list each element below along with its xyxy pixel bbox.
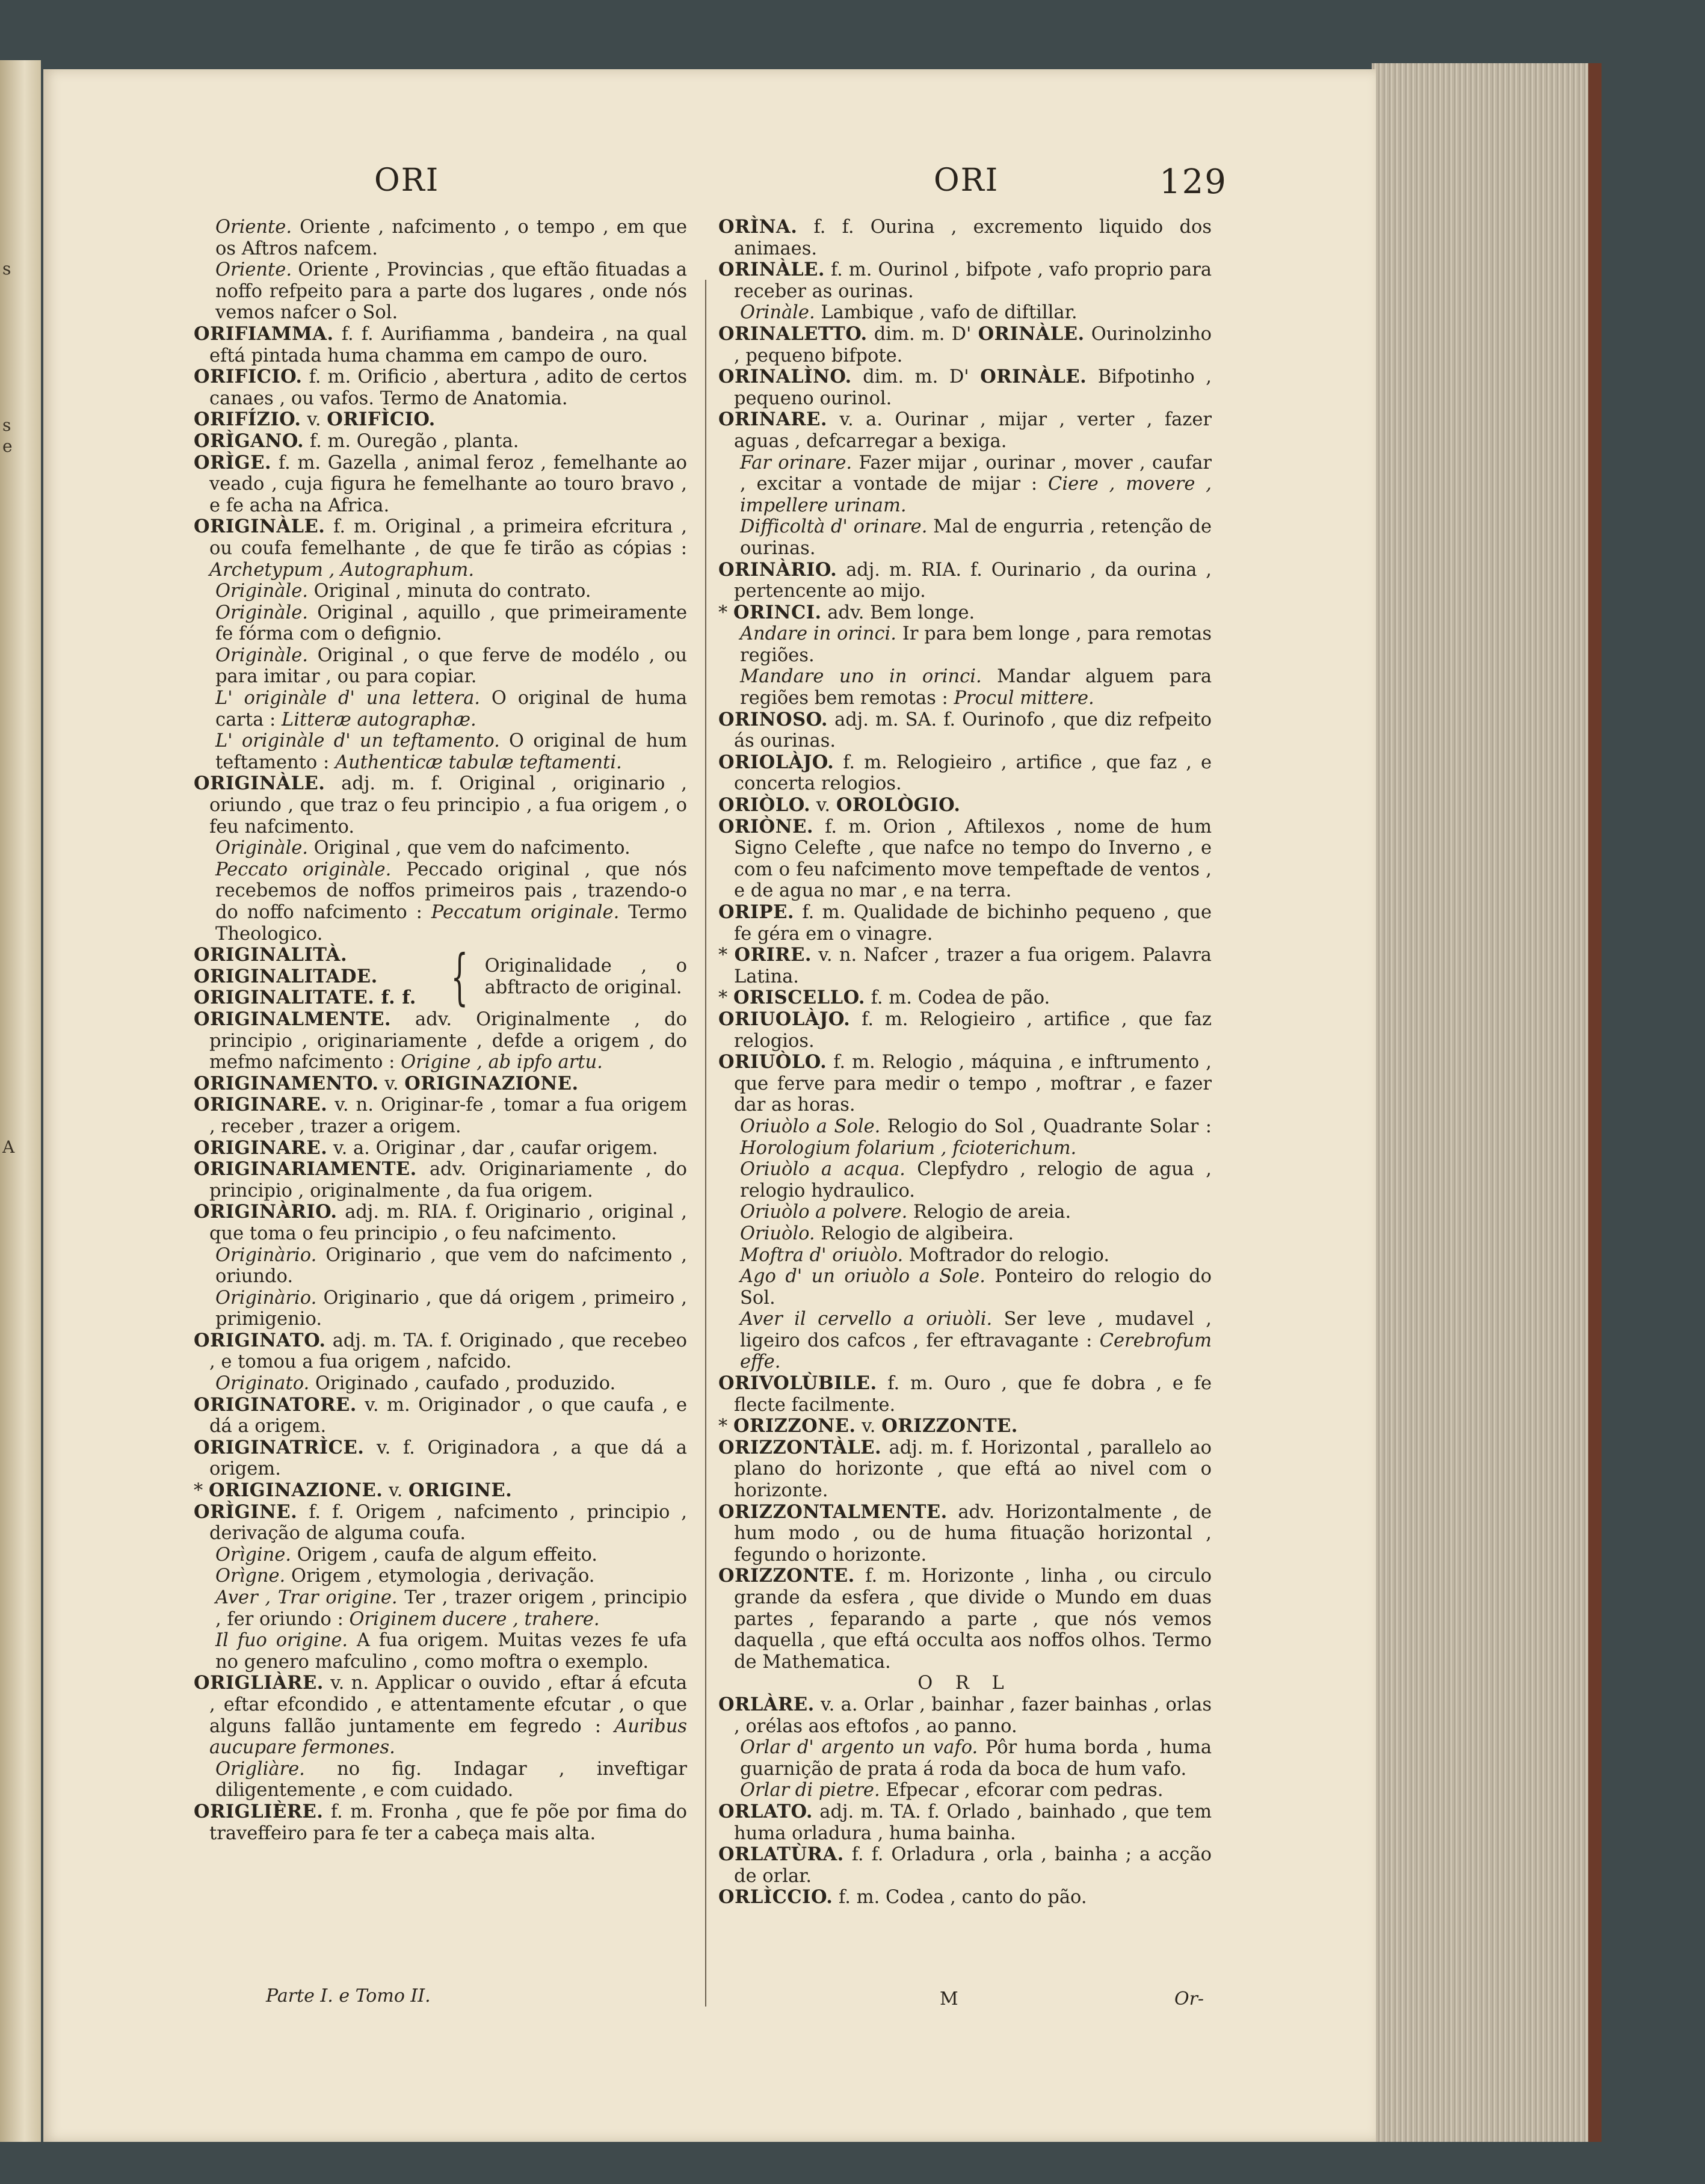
dictionary-entry: [194, 1330, 687, 1373]
definition-text: adv. Originariamente , do principio , originalmente , da fua origem.: [209, 1159, 687, 1202]
headword: ORIGINALMENTE.: [194, 1008, 391, 1030]
italic-phrase: Originem ducere , trahere.: [349, 1608, 600, 1630]
definition-text: Original , que vem do nafcimento.: [307, 838, 631, 859]
definition-text: Ponteiro do relogio do Sol.: [740, 1266, 1212, 1309]
definition-text: Termo Theologico.: [215, 902, 687, 945]
definition-text: Relogio do Sol , Quadrante Solar :: [880, 1115, 1212, 1137]
dictionary-entry: [718, 366, 1212, 409]
definition-text: f. m. Fronha , que fe põe por fima do traveffeiro para fe ter a cabeça mais alta.: [209, 1801, 687, 1844]
running-head-right: ORI: [934, 162, 999, 199]
definition-text: f. m. Ouro , que fe dobra , e fe flecte facilmente.: [734, 1373, 1212, 1416]
definition-text: f. m. Qualidade de bichinho pequeno , que fe géra em o vinagre.: [734, 902, 1212, 945]
italic-phrase: Originàle.: [215, 581, 308, 602]
headword: ORINCI.: [733, 601, 822, 623]
headword: ORIGLIÈRE.: [194, 1800, 324, 1822]
facing-page-fragment: e: [2, 436, 13, 456]
definition-text: v. f. Originadora , a que dá a origem.: [209, 1437, 687, 1480]
dictionary-entry: [194, 1073, 687, 1095]
headword: ORIFÌCIO.: [327, 409, 436, 431]
definition-text: v. n. Originar-fe , tomar a fua origem , receber , trazer a origem.: [209, 1094, 687, 1137]
headword: ORIFICIO.: [194, 366, 303, 388]
italic-phrase: Oriuòlo.: [740, 1223, 815, 1244]
definition-text: dim. m. D': [867, 323, 978, 345]
running-head-left: ORI: [374, 162, 440, 199]
facing-page-edge: [0, 60, 41, 2142]
headword: ORIGINALITÀ.: [194, 944, 348, 966]
definition-text: f. f. Ourina , excremento liquido dos animaes.: [734, 217, 1212, 259]
italic-phrase: Andare in orinci.: [740, 623, 896, 645]
dictionary-entry: [718, 1416, 1212, 1437]
headword: ORIGINATRÌCE.: [194, 1436, 365, 1458]
sub-entry: [718, 623, 1212, 666]
italic-phrase: Oriente.: [215, 217, 292, 238]
definition-text: Mandar alguem para regiões bem remotas :: [740, 666, 1212, 709]
definition-text: v. n. Applicar o ouvido , eftar á efcuta , eftar efcondido , e attentamente efcutar , o que alguns fallão juntamente em fegredo :: [209, 1673, 687, 1737]
definition-text: Efpecar , efcorar com pedras.: [880, 1780, 1164, 1801]
sub-entry: [194, 859, 687, 945]
definition-text: f. m. Relogieiro , artifice , que faz , e concerta relogios.: [734, 751, 1212, 795]
definition-text: v. m. Originador , o que caufa , e dá a origem.: [209, 1394, 687, 1437]
headword: ORINALÌNO.: [718, 366, 852, 388]
definition-text: O original de hum teftamento :: [215, 730, 687, 773]
definition-text: f. m. Ouregão , planta.: [304, 430, 519, 452]
definition-text: Relogio de algibeira.: [815, 1223, 1014, 1244]
dictionary-entry: [194, 366, 687, 409]
italic-phrase: Horologium folarium , fcioterichum.: [740, 1137, 1077, 1159]
italic-phrase: Far orinare.: [740, 452, 852, 474]
definition-text: Relogio de areia.: [907, 1202, 1071, 1223]
definition-text: v.: [301, 409, 327, 431]
sub-entry: [718, 516, 1212, 559]
definition-text: f. m. Orificio , abertura , adito de certos canaes , ou vafos. Termo de Anatomia.: [209, 366, 687, 409]
headword: ORÌGANO.: [194, 430, 304, 452]
dictionary-entry: [718, 1437, 1212, 1502]
definition-text: v. a. Originar , dar , caufar origem.: [327, 1137, 658, 1159]
italic-phrase: Il fuo origine.: [215, 1630, 348, 1652]
dictionary-entry: [718, 1887, 1212, 1908]
sub-entry: [194, 838, 687, 859]
headword: ORLÌCCIO.: [718, 1886, 833, 1908]
dictionary-entry: [718, 1373, 1212, 1416]
definition-text: f. f. Aurifiamma , bandeira , na qual eftá pintada huma chamma em campo de ouro.: [209, 323, 687, 366]
italic-phrase: Procul mittere.: [954, 688, 1094, 709]
definition-text: Pôr huma borda , huma guarnição de prata á roda da boca de hum vafo.: [740, 1737, 1212, 1780]
italic-phrase: Orìgne.: [215, 1566, 286, 1587]
headword: ORÌNA.: [718, 216, 798, 238]
definition-text: Bifpotinho , pequeno ourinol.: [734, 366, 1212, 409]
headword: ORIGINATORE.: [194, 1393, 357, 1416]
definition-text: *: [718, 945, 735, 966]
sub-entry: [718, 302, 1212, 324]
dictionary-entry: [718, 1502, 1212, 1566]
dictionary-entry: [194, 1009, 687, 1073]
definition-text: v. a. Orlar , bainhar , fazer bainhas , orlas , orélas aos eftofos , ao panno.: [734, 1694, 1212, 1737]
italic-phrase: L' originàle d' una lettera.: [215, 688, 480, 709]
italic-phrase: L' originàle d' un teftamento.: [215, 730, 500, 752]
definition-text: adv. Bem longe.: [821, 602, 975, 623]
sub-entry: [194, 730, 687, 773]
headword: ORINÀRIO.: [718, 558, 837, 581]
definition-text: Ser leve , mudavel , ligeiro dos cafcos , fer eftravagante :: [740, 1309, 1212, 1351]
headword: ORIZZONE.: [733, 1415, 856, 1437]
dictionary-entry: [718, 795, 1212, 816]
definition-text: f. f. Origem , nafcimento , principio , derivação de alguma coufa.: [209, 1501, 687, 1544]
dictionary-entry: [194, 1437, 687, 1480]
definition-text: f. m. Gazella , animal feroz , femelhante ao veado , cuja figura he femelhante ao touro bravo , e fe acha na Africa.: [209, 452, 687, 516]
headword: ORINARE.: [718, 409, 827, 431]
italic-phrase: Peccatum originale.: [431, 902, 620, 923]
definition-text: f. m. Codea de pão.: [865, 987, 1050, 1009]
italic-phrase: Aver il cervello a oriuòli.: [740, 1309, 993, 1330]
headword: ORIGLIÀRE.: [194, 1672, 324, 1694]
definition-text: f. m. Ourinol , bifpote , vafo proprio para receber as ourinas.: [734, 259, 1212, 302]
grouped-entry: [194, 941, 687, 1012]
definition-text: no fig. Indagar , inveftigar diligentemente , e com cuidado.: [215, 1758, 687, 1801]
italic-phrase: Origliàre.: [215, 1758, 305, 1780]
sub-entry: [718, 1309, 1212, 1373]
headword: ORINOSO.: [718, 708, 828, 730]
dictionary-entry: [194, 1159, 687, 1202]
italic-phrase: Archetypum , Autographum.: [209, 559, 475, 581]
definition-text: Original , minuta do contrato.: [307, 581, 591, 602]
dictionary-entry: [718, 560, 1212, 602]
sub-entry: [718, 666, 1212, 709]
dictionary-entry: [718, 259, 1212, 302]
headword: OROLÒGIO.: [836, 794, 961, 816]
dictionary-entry: [718, 602, 1212, 624]
headword: ORIUÒLO.: [718, 1051, 827, 1073]
italic-phrase: Originàle.: [215, 602, 308, 623]
italic-phrase: Oriuòlo a polvere.: [740, 1202, 908, 1223]
definition-text: Originado , caufado , produzido.: [309, 1373, 616, 1395]
book-page-block: [1372, 63, 1602, 2142]
italic-phrase: Oriuòlo a Sole.: [740, 1115, 881, 1137]
definition-text: f. m. Horizonte , linha , ou circulo grande da esfera , que divide o Mundo em duas partes , feparando a parte , que nós vemos daquella , que eftá occulta aos noffos olhos. Termo de Mathematica.: [734, 1566, 1212, 1673]
headword: ORIGINATO.: [194, 1329, 326, 1351]
sub-entry: [718, 1780, 1212, 1801]
italic-phrase: Orlar di pietre.: [740, 1780, 880, 1801]
definition-text: Moftrador do relogio.: [903, 1244, 1110, 1266]
italic-phrase: Aver , Trar origine.: [215, 1587, 398, 1608]
page-number: 129: [1159, 162, 1227, 202]
headword: ORIUOLÀJO.: [718, 1008, 851, 1030]
definition-text: Originario , que vem do nafcimento , oriundo.: [215, 1244, 687, 1288]
definition-text: adj. m. TA. f. Originado , que recebeo , e tomou a fua origem , nafcido.: [209, 1330, 687, 1373]
sub-entry: [194, 1245, 687, 1288]
dictionary-entry: [718, 816, 1212, 902]
italic-phrase: Orìgine.: [215, 1544, 292, 1566]
definition-text: *: [718, 1416, 733, 1437]
italic-phrase: Cerebrofum effe.: [740, 1330, 1212, 1373]
dictionary-entry: [194, 1502, 687, 1544]
dictionary-entry: [194, 1094, 687, 1137]
dictionary-entry: [194, 452, 687, 517]
definition-text: Peccado original , que nós recebemos de noffos primeiros pais , trazendo-o do noffo nafcimento :: [215, 859, 687, 923]
sub-entry: [194, 217, 687, 259]
headword: ORIÒLO.: [718, 794, 811, 816]
dictionary-entry: [718, 709, 1212, 752]
dictionary-entry: [718, 987, 1212, 1009]
headword: ORIFIAMMA.: [194, 322, 334, 345]
sub-entry: [718, 1737, 1212, 1780]
definition-text: Ir para bem longe , para remotas regiões.: [740, 623, 1212, 666]
definition-text: v. a. Ourinar , mijar , verter , fazer aguas , defcarregar a bexiga.: [734, 409, 1212, 452]
definition-text: v.: [810, 795, 836, 816]
dictionary-entry: [718, 1694, 1212, 1737]
headword: ORIZZONTE.: [718, 1565, 855, 1587]
definition-text: adv. Horizontalmente , de hum modo , ou de huma fituação horizontal , fegundo o horizonte.: [734, 1501, 1212, 1566]
dictionary-entry: [718, 752, 1212, 795]
definition-text: f. m. Codea , canto do pão.: [833, 1887, 1087, 1908]
italic-phrase: Originàrio.: [215, 1244, 317, 1266]
footer-signature-mark: M: [940, 1988, 958, 2010]
italic-phrase: Oriente.: [215, 259, 292, 281]
dictionary-entry: [718, 945, 1212, 987]
sub-entry: [718, 1202, 1212, 1223]
headword: ORISCELLO.: [733, 987, 865, 1009]
definition-text: adj. m. f. Horizontal , parallelo ao plano do horizonte , que eftá ao nivel com o horizonte.: [734, 1437, 1212, 1502]
dictionary-entry: [718, 1009, 1212, 1052]
definition-text: Ourinolzinho , pequeno bifpote.: [734, 323, 1212, 366]
dictionary-entry: [718, 217, 1212, 259]
sub-entry: [194, 259, 687, 324]
headword: ORIGINE.: [409, 1479, 513, 1502]
italic-phrase: Originàle.: [215, 644, 308, 666]
sub-entry: [194, 1630, 687, 1673]
facing-page-fragment: s: [2, 415, 11, 435]
footer-catchword: Or-: [1174, 1988, 1204, 2010]
dictionary-entry: [194, 1480, 687, 1502]
sub-entry: [718, 1116, 1212, 1159]
sub-entry: [718, 1159, 1212, 1202]
dictionary-entry: [194, 1801, 687, 1844]
headword: ORIGINÀRIO.: [194, 1201, 338, 1223]
headword: ORIZZONTALMENTE.: [718, 1501, 948, 1523]
italic-phrase: Origine , ab ipfo artu.: [401, 1052, 603, 1073]
italic-phrase: Originàrio.: [215, 1287, 317, 1309]
dictionary-entry: [718, 902, 1212, 945]
dictionary-entry: [194, 324, 687, 366]
headword: ORIGINAMENTO.: [194, 1072, 379, 1094]
dictionary-entry: [718, 1052, 1212, 1116]
sub-entry: [194, 1288, 687, 1330]
sub-entry: [718, 1245, 1212, 1266]
definition-text: v.: [383, 1480, 409, 1502]
brace-mark: {: [451, 941, 469, 1012]
headword: ORINÀLE.: [718, 259, 825, 281]
definition-text: Originario , que dá origem , primeiro , primigenio.: [215, 1287, 687, 1330]
left-column: [194, 217, 687, 1844]
sub-entry: [194, 1373, 687, 1395]
definition-text: adj. m. RIA. f. Ourinario , da ourina , pertencente ao mijo.: [734, 559, 1212, 602]
italic-phrase: Ciere , movere , impellere urinam.: [740, 474, 1212, 516]
dictionary-entry: [718, 1566, 1212, 1673]
definition-text: adj. m. TA. f. Orlado , bainhado , que tem huma orladura , huma bainha.: [734, 1801, 1212, 1844]
headword: ORIGINÀLE.: [194, 516, 325, 538]
italic-phrase: Auribus aucupare fermones.: [209, 1715, 687, 1759]
definition-text: Oriente , nafcimento , o tempo , em que os Aftros nafcem.: [215, 217, 687, 259]
headword: ORINÀLE.: [980, 366, 1087, 388]
headword: ORIGINAZIONE.: [404, 1072, 579, 1094]
headword: ORIGINARIAMENTE.: [194, 1158, 417, 1180]
headword: ORLATÙRA.: [718, 1843, 844, 1866]
dictionary-entry: [718, 1801, 1212, 1844]
headword: ORÌGINE.: [194, 1501, 298, 1523]
definition-text: v.: [856, 1416, 882, 1437]
italic-phrase: Orinàle.: [740, 302, 815, 324]
definition-text: *: [718, 602, 733, 623]
headword: ORIVOLÙBILE.: [718, 1372, 877, 1395]
definition-text: Ter , trazer origem , principio , fer oriundo :: [215, 1587, 687, 1630]
headword: ORLATO.: [718, 1800, 813, 1822]
definition-text: Origem , caufa de algum effeito.: [291, 1544, 597, 1566]
italic-phrase: Ago d' un oriuòlo a Sole.: [740, 1266, 985, 1288]
definition-text: Oriente , Provincias , que eftão fituadas a noffo refpeito para a parte dos lugares , onde nós vemos nafcer o Sol.: [215, 259, 687, 324]
headword: ORIGINARE.: [194, 1094, 328, 1116]
definition-text: f. f. Orladura , orla , bainha ; a acção de orlar.: [734, 1844, 1212, 1887]
definition-text: f. m. Relogieiro , artifice , que faz relogios.: [734, 1008, 1212, 1052]
sub-entry: [194, 688, 687, 730]
italic-phrase: Peccato originàle.: [215, 859, 392, 880]
definition-text: Originalidade , o abftracto de original.: [484, 955, 687, 998]
definition-text: adv. Originalmente , do principio , originariamente , defde a origem , do mefmo nafcimento :: [209, 1008, 687, 1073]
facing-page-fragment: s: [2, 259, 11, 279]
dictionary-entry: [194, 1202, 687, 1244]
headword: ORIGINÀLE.: [194, 773, 325, 795]
sub-entry: [194, 581, 687, 602]
headword: ORINALETTO.: [718, 322, 868, 345]
definition-text: f. m. Relogio , máquina , e inftrumento , que ferve para medir o tempo , moftrar , e fazer dar as horas.: [734, 1052, 1212, 1116]
italic-phrase: Orlar d' argento un vafo.: [740, 1737, 978, 1759]
dictionary-entry: [194, 1673, 687, 1758]
headword: ORIZZONTE.: [881, 1415, 1018, 1437]
facing-page-fragment: A: [2, 1137, 15, 1157]
headword: ORIGINALITADE.: [194, 965, 378, 987]
headword: ORIFÍZIO.: [194, 409, 301, 431]
definition-text: Clepfydro , relogio de agua , relogio hydraulico.: [740, 1159, 1212, 1202]
dictionary-entry: [194, 1138, 687, 1159]
sub-entry: [194, 645, 687, 688]
dictionary-entry: [718, 1844, 1212, 1887]
italic-phrase: Oriuòlo a acqua.: [740, 1159, 905, 1180]
italic-phrase: Originato.: [215, 1373, 310, 1395]
headword: ORIÒNE.: [718, 815, 813, 838]
headword: ORIGINAZIONE.: [208, 1479, 383, 1502]
definition-text: Fazer mijar , ourinar , mover , caufar , excitar a vontade de mijar :: [740, 452, 1212, 495]
definition-text: Mal de engurria , retenção de ourinas.: [740, 516, 1212, 559]
definition-text: *: [194, 1480, 209, 1502]
definition-text: Original , o que ferve de modélo , ou para imitar , ou para copiar.: [215, 644, 687, 688]
sub-entry: [194, 602, 687, 645]
sub-entry: [194, 1544, 687, 1566]
dictionary-entry: [194, 1395, 687, 1437]
italic-phrase: Originàle.: [215, 838, 308, 859]
headword: ORIGINARE.: [194, 1137, 328, 1159]
definition-text: Original , aquillo , que primeiramente fe fórma com o defignio.: [215, 602, 687, 645]
headword: ORIRE.: [734, 944, 812, 966]
headword: ORINÀLE.: [978, 322, 1085, 345]
dictionary-entry: [194, 773, 687, 838]
right-column: [718, 217, 1212, 1908]
section-letter-heading: O R L: [917, 1673, 1013, 1694]
definition-text: f. m. Original , a primeira efcritura , ou coufa femelhante , de que fe tirão as cópias :: [209, 516, 687, 559]
definition-text: O original de huma carta :: [215, 688, 688, 730]
definition-text: A fua origem. Muitas vezes fe ufa no genero mafculino , como moftra o exemplo.: [215, 1630, 687, 1673]
dictionary-entry: [194, 409, 687, 431]
italic-phrase: Moftra d' oriuòlo.: [740, 1244, 904, 1266]
headword: ORIOLÀJO.: [718, 751, 834, 773]
italic-phrase: Litteræ autographæ.: [281, 709, 476, 730]
definition-text: v. n. Nafcer , trazer a fua origem. Palavra Latina.: [734, 945, 1212, 987]
dictionary-page: [43, 69, 1376, 2142]
italic-phrase: Mandare uno in orinci.: [740, 666, 982, 688]
sub-entry: [718, 1223, 1212, 1245]
headword: ORIGINALITATE. f. f.: [194, 987, 416, 1009]
dictionary-entry: [194, 516, 687, 581]
headword: ORIZZONTÀLE.: [718, 1436, 882, 1458]
headword: ORLÀRE.: [718, 1693, 815, 1715]
definition-text: adj. m. f. Original , originario , oriundo , que traz o feu principio , a fua origem , o feu nafcimento.: [209, 773, 687, 838]
definition-text: Origem , etymologia , derivação.: [285, 1566, 595, 1587]
dictionary-entry: [194, 431, 687, 452]
dictionary-entry: [718, 409, 1212, 452]
footer-volume-note: Parte I. e Tomo II.: [266, 1985, 431, 2007]
headword: ORÌGE.: [194, 451, 272, 474]
sub-entry: [718, 452, 1212, 517]
sub-entry: [194, 1759, 687, 1801]
dictionary-entry: [718, 324, 1212, 366]
definition-text: adj. m. SA. f. Ourinofo , que diz refpeito ás ourinas.: [734, 709, 1212, 752]
definition-text: f. m. Orion , Aftilexos , nome de hum Signo Celefte , que nafce no tempo do Inverno , e com o feu nafcimento move tempeftade de ventos , e de agua no mar , e na terra.: [734, 816, 1212, 902]
definition-text: adj. m. RIA. f. Originario , original , que toma o feu principio , o feu nafcimento.: [209, 1202, 687, 1244]
definition-text: *: [718, 987, 733, 1009]
italic-phrase: Difficoltà d' orinare.: [740, 516, 928, 538]
headword: ORIPE.: [718, 901, 794, 923]
sub-entry: [194, 1587, 687, 1630]
definition-text: Lambique , vafo de diftillar.: [815, 302, 1078, 324]
sub-entry: [718, 1266, 1212, 1309]
definition-text: v.: [378, 1073, 405, 1094]
sub-entry: [194, 1566, 687, 1587]
column-divider: [705, 280, 706, 2007]
italic-phrase: Authenticæ tabulæ teftamenti.: [335, 751, 622, 773]
definition-text: dim. m. D': [851, 366, 981, 388]
